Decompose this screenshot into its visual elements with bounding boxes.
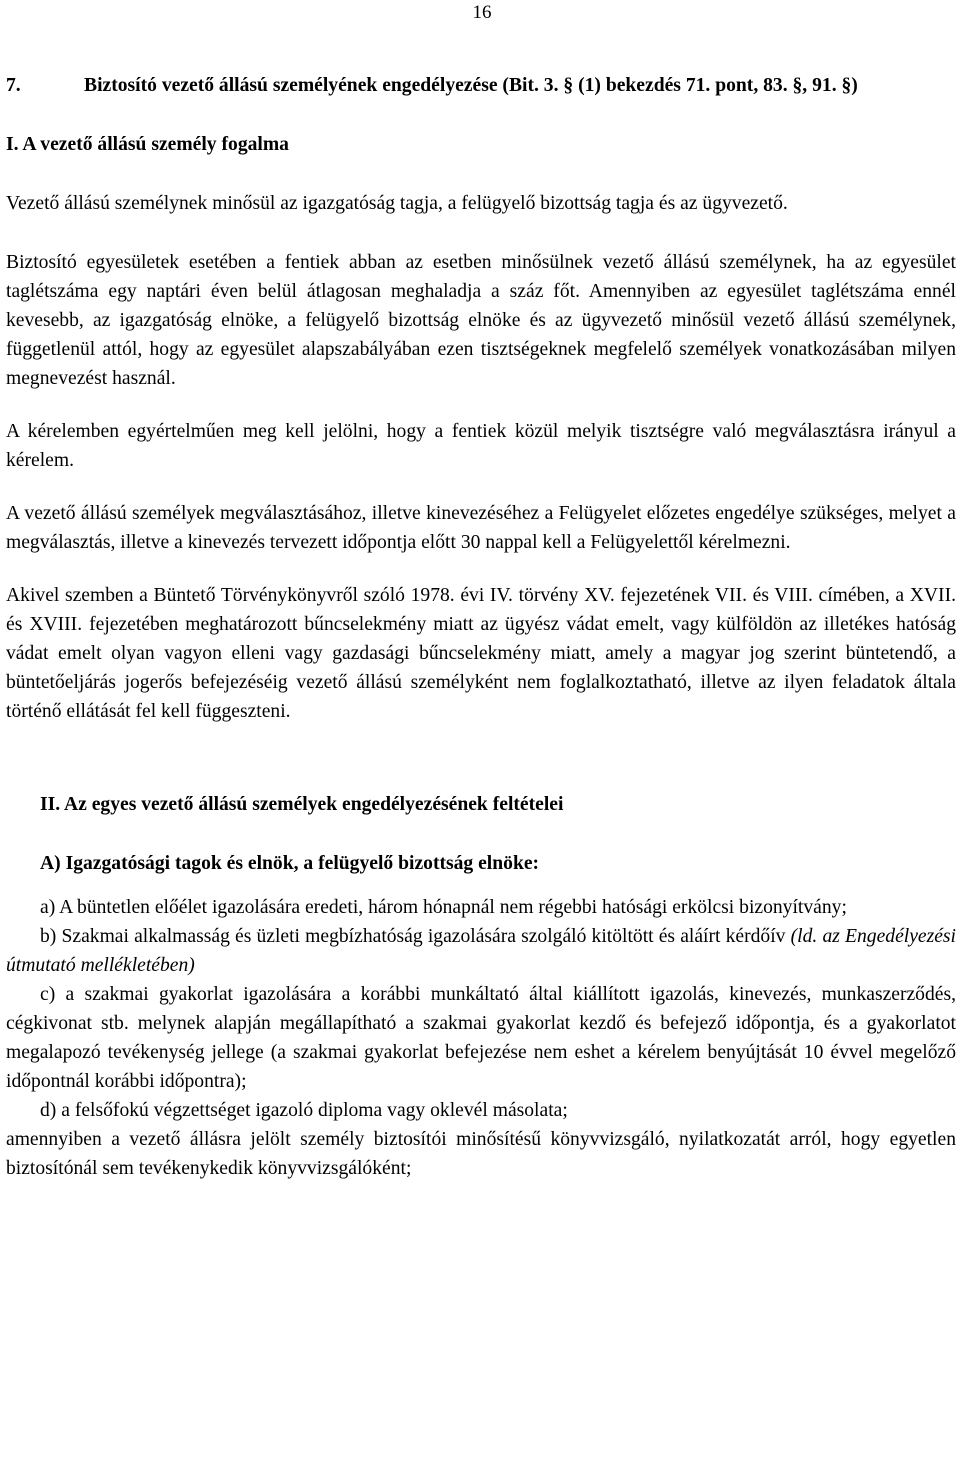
list-marker: d) — [40, 1100, 57, 1121]
list-item-a — [6, 893, 956, 922]
list-marker: a) — [40, 897, 56, 918]
paragraph-prior-approval: A vezető állású személyek megválasztásához, illetve kinevezéséhez a Felügyelet előzetes engedélye szükséges, melyet a megválasztás, illetve a kinevezés tervezett időpontja előtt 30 nappal kell a Felügyelettől kérelmezni. — [6, 503, 956, 553]
list-item-text: A büntetlen előélet igazolására eredeti, három hónapnál nem régebbi hatósági erkölcsi bizonyítvány; — [59, 897, 847, 918]
paragraph-criminal-code: Akivel szemben a Büntető Törvénykönyvről szóló 1978. évi IV. törvény XV. fejezetének VII. és VIII. címében, a XVII. és XVIII. fejezetében meghatározott bűncselekmény miatt az ügyész vádat emelt, vagy külföldön az illetékes hatóság vádat emelt olyan vagyon elleni vagy gazdasági bűncselekmény miatt, amely a magyar jog szerint büntetendő, a büntetőeljárás jogerős befejezéséig vezető állású személyként nem foglalkoztatható, illetve az ilyen feladatok általa történő ellátását fel kell függeszteni. — [6, 585, 956, 722]
list-item-d — [6, 1096, 956, 1125]
list-marker: b) — [40, 926, 57, 947]
document-body — [6, 71, 956, 1183]
section-title: Biztosító vezető állású személyének engedélyezése (Bit. 3. § (1) bekezdés 71. pont, 83. §, 91. §) — [84, 75, 858, 96]
part-1-heading: I. A vezető állású személy fogalma — [6, 134, 289, 155]
list-item-c — [6, 980, 956, 1096]
section-number: 7. — [6, 75, 21, 96]
paragraph-auditor-statement: amennyiben a vezető állásra jelölt személy biztosítói minősítésű könyvvizsgáló, nyilatkozatát arról, hogy egyetlen biztosítónál sem tevékenykedik könyvvizsgálóként; — [6, 1129, 956, 1179]
paragraph-associations: Biztosító egyesületek esetében a fentiek abban az esetben minősülnek vezető állású személynek, ha az egyesület taglétszáma egy naptári éven belül átlagosan meghaladja a száz főt. Amennyiben az egyesület taglétszáma ennél kevesebb, az igazgatóság elnöke, a felügyelő bizottság elnöke és az ügyvezető minősül vezető állású személynek, függetlenül attól, hogy az egyesület alapszabályában ezen tisztségeknek megfelelő személyek vonatkozásában milyen megnevezést használ. — [6, 252, 956, 389]
list-item-reference: (ld. az Engedélyezési útmutató mellékletében) — [6, 926, 956, 976]
list-item-text: a felsőfokú végzettséget igazoló diploma vagy oklevél másolata; — [61, 1100, 568, 1121]
part-2-heading: II. Az egyes vezető állású személyek engedélyezésének feltételei — [40, 794, 564, 815]
page-number: 16 — [472, 2, 492, 23]
list-marker: c) — [40, 984, 56, 1005]
paragraph-application: A kérelemben egyértelműen meg kell jelölni, hogy a fentiek közül melyik tisztségre való megválasztásra irányul a kérelem. — [6, 421, 956, 471]
list-item-text: Szakmai alkalmasság és üzleti megbízhatóság igazolására szolgáló kitöltött és aláírt kérdőív — [61, 926, 791, 947]
subsection-a-heading: A) Igazgatósági tagok és elnök, a felügyelő bizottság elnöke: — [40, 853, 540, 874]
list-item-text: a szakmai gyakorlat igazolására a korábbi munkáltató által kiállított igazolás, kinevezés, munkaszerződés, cégkivonat stb. melynek alapján megállapítható a szakmai gyakorlat kezdő és befejező időpontja, és a gyakorlatot megalapozó tevékenység jellege (a szakmai gyakorlat befejezése nem eshet a kérelem benyújtását 10 évvel megelőző időpontnál korábbi időpontra); — [6, 984, 956, 1092]
paragraph-definition: Vezető állású személynek minősül az igazgatóság tagja, a felügyelő bizottság tagja és az ügyvezető. — [6, 193, 788, 214]
section-heading — [6, 71, 956, 100]
list-item-b — [6, 922, 956, 980]
